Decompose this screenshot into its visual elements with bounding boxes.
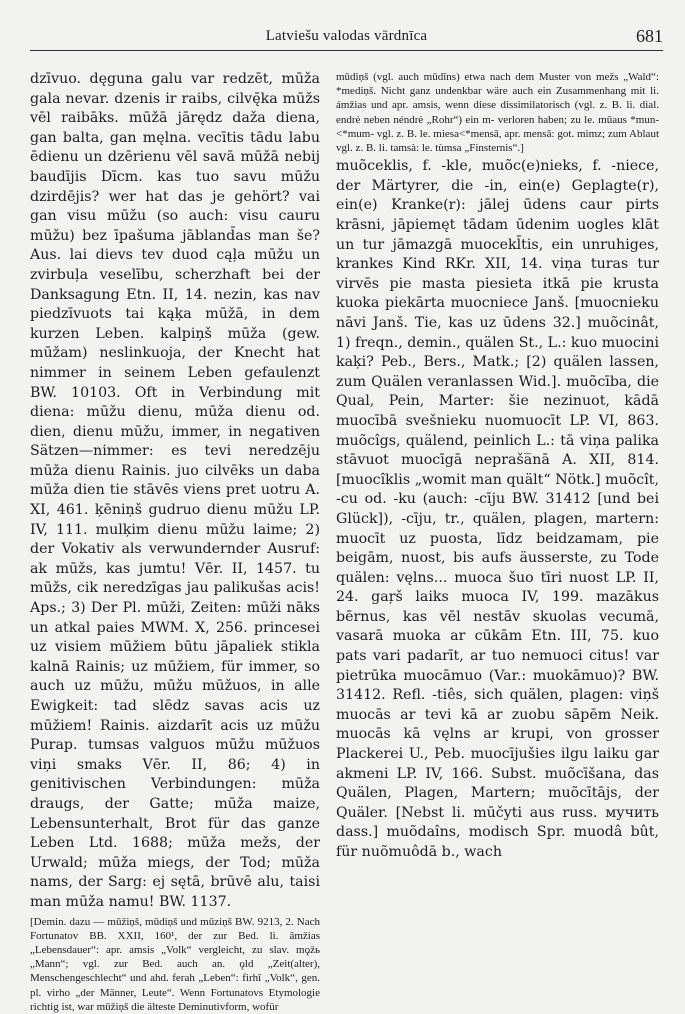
right-main-entries: muõceklis, f. -kle, muõc(e)nieks, f. -niece, der Märtyrer, die -in, ein(e) Geplagte(r), ein(e) Kranke(r): jālej ūdens caur pirts krāsni, jāpiemęt tādam ūdenim uogles klāt un tur jāmazgā muocekl̄tis, ein unruhiges, krankes Kind RKr. XII, 14. viņa turas tur virvēs pie masta piesieta itkā pie krusta kuoka piekārta muocniece Janš. [muocnieku nāvi Janš. Tie, kas uz ūdens 32.] muõcinât, 1) freqn., demin., quälen St., L.: kuo muocini kaķi? Peb., Bers., Matk.; [2) quälen lassen, zum Quälen veranlassen Wid.]. muõcība, die Qual, Pein, Marter: šie nezinuot, kādā muocībā svešnieku nuomuocīt LP. VI, 863. muõcîgs, quälend, peinlich L.: tā viņa palika stāvuot muocīgā nepraša̅nā A. XII, 814. [muocîklis „womit man quält“ Nötk.] muõcît, -cu od. -ku (auch: -cīju BW. 31412 [und bei Glück]), -cīju, tr., quälen, plagen, martern: muocīt uz puosta, līdz beidzamam, pie beigām, nuost, bis aufs äusserste, zu Tode quälen: vęlns... muoca šuo tīri nuost LP. II, 24. gaŗš laiks muoca IV, 199. mazākus bērnus, kas vēl nestāv skuolas vecumā, vasarā muoka ar cūkām Etn. III, 75. kuo pats vari padarīt, ar tuo nemuoci citus! var pietrūka muocāmuo (Var.: muokāmuo)? BW. 31412. Refl. -tiês, sich quälen, plagen: viņš muocās ar tevi kā ar zuobu sāpēm Neik. muocās kā vęlns ar krupi, von grosser Plackerei U., Peb. muocījušies ilgu laiku gar akmeni LP. IV, 166. Subst. muõcīšana, das Quälen, Plagen, Martern; muõcītājs, der Quäler. [Nebst li. mūčyti aus russ. мучить dass.] muõdaîns, modisch Spr. muodâ bût, für nuõmuôdā b., wach <box>336 158 659 860</box>
right-column <box>336 70 659 863</box>
left-column <box>30 70 320 1014</box>
page-header <box>30 22 663 51</box>
left-etymology-note: [Demin. dazu — mūžiņš, mūdiņš und mūziņš BW. 9213, 2. Nach Fortunatov BB. XXII, 160¹, der zur Bed. li. āmžias „Lebensdauer“: apr. amsis „Volk“ vergleicht, zu slav. mǫžь „Mann“; vgl. zur Bed. auch an. ǫld „Zeit(alter), Menschengeschlecht“ und ahd. ferah „Leben“: firhī „Volk“, gen. pl. virho „der Männer, Leute“. Wenn Fortunatovs Etymologie richtig ist, war mūžiņš die älteste Deminutivform, wofür <box>30 915 320 1013</box>
running-title: Latviešu valodas vārdnīca <box>265 28 428 44</box>
right-etymology-note: mūdiņš (vgl. auch mūdīns) etwa nach dem Muster von mežs „Wald“: *mediņš. Nicht ganz undenkbar wäre auch ein Zusammenhang mit li. ámžias und apr. amsis, wenn diese dissimilatorisch (vgl. z. B. li. dial. endrė neben néndrė „Rohr“) ein m- verloren haben; zu le. mūaus *mun-<*mum- vgl. z. B. le. miesa<*mensā, apr. mensā: got. mimz; zum Ablaut vgl. z. B. li. tamsà: le. tùmsa „Finsternis“.] <box>336 71 659 155</box>
page-number: 681 <box>636 26 663 46</box>
left-main-entry: dzīvuo. dęguna galu var redzēt, mūža gala nevar. dzenis ir raibs, cilvę̄ka mūžs vēl raibāks. mūžā jārędz daža diena, gan balta, gan męlna. vecītis tādu labu ēdienu un dzērienu vēl savā mūžā nebij baudījis Dīcm. kas tuo savu mūžu dzirdējis? wer hat das je gehört? vai gan visu mūžu (so auch: visu cauru mūžu) bez īpašuma jābland̄as man še? Aus. lai dievs tev duod cąļa mūžu un zvirbuļa veselību, scherzhaft bei der Danksagung Etn. II, 14. nezin, kas nav piedzīvuots tai kąķa mūžā, in dem kurzen Leben. kalpiņš mūža (gew. mūžam) neslinkuoja, der Knecht hat nimmer in seinem Leben gefaulenzt BW. 10103. Oft in Verbindung mit diena: mūžu dienu, mūža dienu od. dien, dienu mūžu, immer, in negativen Sätzen—nimmer: es tevi neredzēju mūža dienu Rainis. juo cilvēks un daba mūža dien tie stāvēs viens pret uotru A. XI, 461. ķēniņš gudruo dienu mūžu LP. IV, 111. mulķim dienu mūžu laime; 2) der Vokativ als verwundernder Ausruf: ak mūžs, kas jumtu! Vēr. II, 1457. tu mūžs, cik neredzīgas jau palikušas acis! Aps.; 3) Der Pl. mūži, Zeiten: mūži nāks un atkal paies MWM. X, 256. princesei uz visiem mūžiem būtu jāpaliek stikla kalnā Rainis; uz mūžiem, für immer, so auch uz mūžu, mūžu mūžuos, in alle Ewigkeit: tad slēdz savas acis uz mūžiem! Rainis. aizdarīt acis uz mūžu Purap. tumsas valguos mūžu mūžuos viņi smaks Vēr. II, 86; 4) in genitivischen Verbindungen: mūža draugs, der Gatte; mūža maize, Lebensunterhalt, Brot für das ganze Leben Ltd. 1688; mūža mežs, der Urwald; mūža miegs, der Tod; mūža nams, der Sarg: ej sętā, brūvē alu, taisi man mūža namu! BW. 1137. <box>30 71 320 910</box>
